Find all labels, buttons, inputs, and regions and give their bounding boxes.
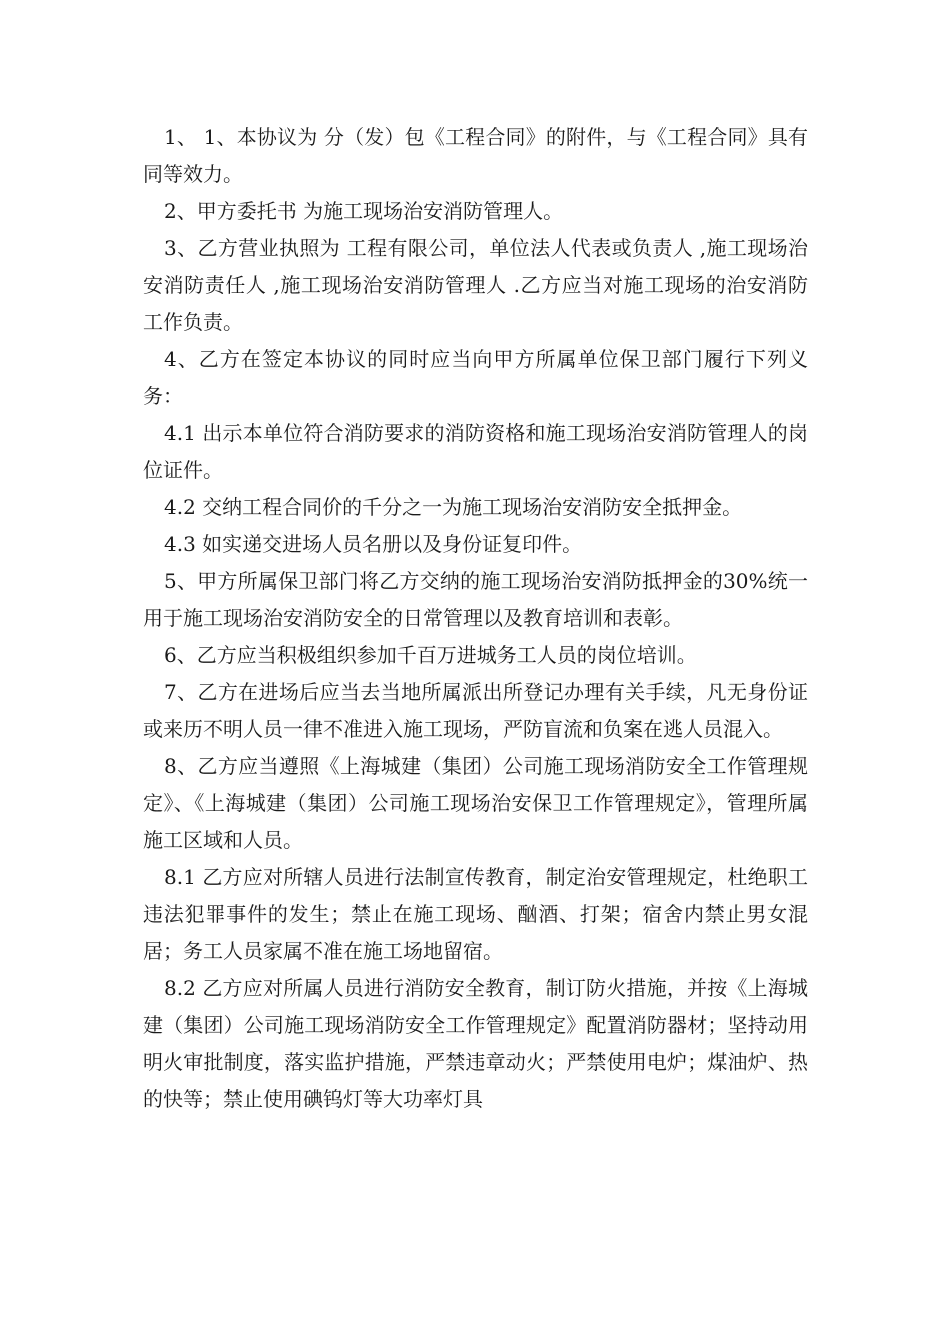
paragraph-1: 1、 1、本协议为 分（发）包《工程合同》的附件，与《工程合同》具有同等效力。 <box>143 125 808 186</box>
paragraph-6: 6、乙方应当积极组织参加千百万进城务工人员的岗位培训。 <box>164 643 697 667</box>
paragraph-8-2: 8.2 乙方应对所属人员进行消防安全教育，制订防火措施，并按《上海城建（集团）公司施工现场消防安全工作管理规定》配置消防器材；坚持动用明火审批制度，落实监护措施，严禁违章动火；严禁使用电炉；煤油炉、热的快等；禁止使用碘钨灯等大功率灯具 <box>143 976 808 1111</box>
paragraph-8: 8、乙方应当遵照《上海城建（集团）公司施工现场消防安全工作管理规定》、《上海城建（集团）公司施工现场治安保卫工作管理规定》，管理所属施工区域和人员。 <box>143 754 808 852</box>
paragraph-3: 3、乙方营业执照为 工程有限公司，单位法人代表或负责人 ,施工现场治安消防责任人 ,施工现场治安消防管理人 .乙方应当对施工现场的治安消防工作负责。 <box>143 236 808 334</box>
paragraph-2: 2、甲方委托书 为施工现场治安消防管理人。 <box>164 199 564 223</box>
paragraph-4-3: 4.3 如实递交进场人员名册以及身份证复印件。 <box>164 532 583 556</box>
paragraph-8-1: 8.1 乙方应对所辖人员进行法制宣传教育，制定治安管理规定，杜绝职工违法犯罪事件的发生；禁止在施工现场、酗酒、打架；宿舍内禁止男女混居；务工人员家属不准在施工场地留宿。 <box>143 865 808 963</box>
paragraph-7: 7、乙方在进场后应当去当地所属派出所登记办理有关手续，凡无身份证或来历不明人员一律不准进入施工现场，严防盲流和负案在逃人员混入。 <box>143 680 808 741</box>
document-body <box>143 119 808 1118</box>
paragraph-5: 5、甲方所属保卫部门将乙方交纳的施工现场治安消防抵押金的30%统一用于施工现场治安消防安全的日常管理以及教育培训和表彰。 <box>143 569 808 630</box>
paragraph-4-2: 4.2 交纳工程合同价的千分之一为施工现场治安消防安全抵押金。 <box>164 495 743 519</box>
paragraph-4-1: 4.1 出示本单位符合消防要求的消防资格和施工现场治安消防管理人的岗位证件。 <box>143 421 808 482</box>
paragraph-4: 4、乙方在签定本协议的同时应当向甲方所属单位保卫部门履行下列义务： <box>143 347 808 408</box>
